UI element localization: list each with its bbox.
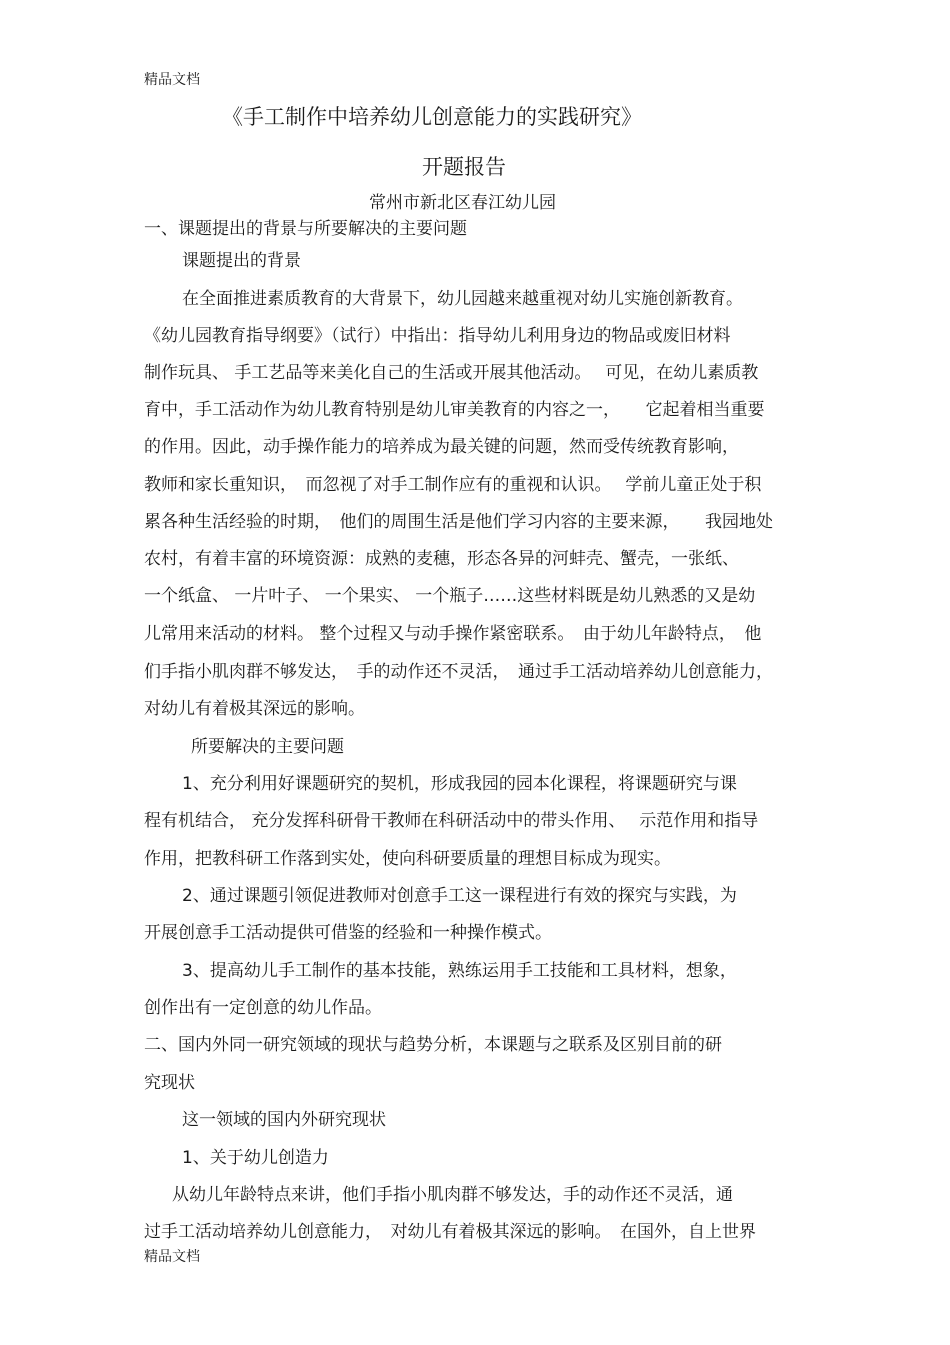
document-title: 《手工制作中培养幼儿创意能力的实践研究》 xyxy=(222,105,642,129)
body-line: 创作出有一定创意的幼儿作品。 xyxy=(144,998,382,1018)
body-line: 对幼儿有着极其深远的影响。 xyxy=(144,699,365,719)
body-line: 教师和家长重知识， 而忽视了对手工制作应有的重视和认识。 学前儿童正处于积 xyxy=(144,475,762,495)
section-heading-2: 二、国内外同一研究领域的现状与趋势分析，本课题与之联系及区别目前的研 xyxy=(144,1035,722,1055)
page-header-label: 精品文档 xyxy=(144,72,200,88)
body-line: 育中，手工活动作为幼儿教育特别是幼儿审美教育的内容之一， 它起着相当重要 xyxy=(144,400,765,420)
body-line: 程有机结合， 充分发挥科研骨干教师在科研活动中的带头作用、 示范作用和指导 xyxy=(144,811,759,831)
body-line: 一个纸盒、 一片叶子、 一个果实、 一个瓶子……这些材料既是幼儿熟悉的又是幼 xyxy=(144,586,756,606)
body-line: 从幼儿年龄特点来讲，他们手指小肌肉群不够发达，手的动作还不灵活，通 xyxy=(172,1185,733,1205)
body-line: 《幼儿园教育指导纲要》（试行）中指出：指导幼儿利用身边的物品或废旧材料 xyxy=(144,326,731,346)
body-line: 1、充分利用好课题研究的契机，形成我园的园本化课程，将课题研究与课 xyxy=(182,774,737,794)
page-footer-label: 精品文档 xyxy=(144,1249,200,1265)
body-line: 农村，有着丰富的环境资源：成熟的麦穗，形态各异的河蚌壳、蟹壳，一张纸、 xyxy=(144,549,739,569)
subheading-creativity: 1、关于幼儿创造力 xyxy=(182,1148,329,1168)
section-heading-1: 一、课题提出的背景与所要解决的主要问题 xyxy=(144,219,467,239)
body-line: 开展创意手工活动提供可借鉴的经验和一种操作模式。 xyxy=(144,923,552,943)
document-subtitle: 开题报告 xyxy=(422,155,506,179)
body-line: 在全面推进素质教育的大背景下，幼儿园越来越重视对幼儿实施创新教育。 xyxy=(182,289,743,309)
body-line: 作用，把教科研工作落到实处，使向科研要质量的理想目标成为现实。 xyxy=(144,849,671,869)
subheading-research-status: 这一领域的国内外研究现状 xyxy=(182,1110,386,1130)
body-line: 2、通过课题引领促进教师对创意手工这一课程进行有效的探究与实践，为 xyxy=(182,886,737,906)
body-line: 过手工活动培养幼儿创意能力， 对幼儿有着极其深远的影响。 在国外，自上世界 xyxy=(144,1222,756,1242)
body-line: 儿常用来活动的材料。 整个过程又与动手操作紧密联系。 由于幼儿年龄特点， 他 xyxy=(144,624,762,644)
subheading-background: 课题提出的背景 xyxy=(182,251,301,271)
body-line: 累各种生活经验的时期， 他们的周围生活是他们学习内容的主要来源， 我园地处 xyxy=(144,512,773,532)
section-heading-2-cont: 究现状 xyxy=(144,1073,195,1093)
body-line: 们手指小肌肉群不够发达， 手的动作还不灵活， 通过手工活动培养幼儿创意能力， xyxy=(144,662,773,682)
body-line: 3、提高幼儿手工制作的基本技能，熟练运用手工技能和工具材料，想象， xyxy=(182,961,737,981)
organization-name: 常州市新北区春江幼儿园 xyxy=(369,193,556,213)
body-line: 的作用。因此，动手操作能力的培养成为最关键的问题，然而受传统教育影响， xyxy=(144,437,739,457)
subheading-problems: 所要解决的主要问题 xyxy=(191,737,344,757)
body-line: 制作玩具、 手工艺品等来美化自己的生活或开展其他活动。 可见，在幼儿素质教 xyxy=(144,363,759,383)
